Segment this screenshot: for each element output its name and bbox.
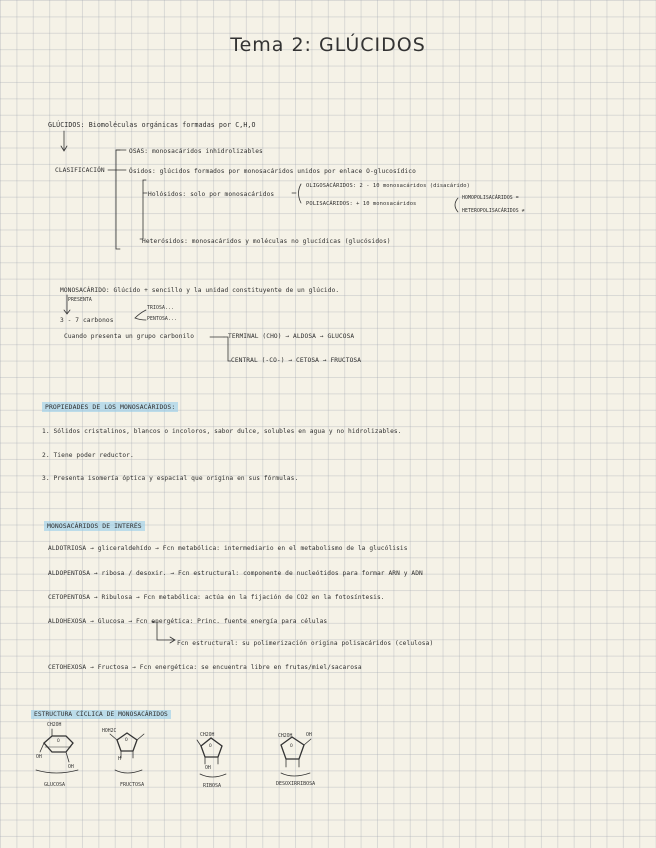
desoxirribosa-oh-label: OH xyxy=(306,733,312,738)
osas-text: OSAS: monosacáridos inhidrolizables xyxy=(129,148,263,155)
glucosa-oh-label-2: OH xyxy=(68,765,74,770)
homopolisacaridos-text: HOMOPOLISACÁRIDOS = xyxy=(462,196,519,201)
propiedad-3: 3. Presenta isomería óptica y espacial que origina en sus fórmulas. xyxy=(42,475,299,482)
glucosa-oh-label: OH xyxy=(36,755,42,760)
molecule-label-ribosa: RIBOSA xyxy=(203,783,222,789)
interes-row-cetohexosa: CETOHEXOSA → Fructosa → Fcn energética: se encuentra libre en frutas/miel/sacarosa xyxy=(48,664,362,671)
monosacarido-definition: MONOSACÁRIDO: Glúcido + sencillo y la unidad constituyente de un glúcido. xyxy=(60,287,340,294)
molecule-label-fructosa: FRUCTOSA xyxy=(120,782,145,788)
carbonos-text: 3 - 7 carbonos xyxy=(60,317,114,324)
ribosa-ch2oh-label: CH2OH xyxy=(200,733,215,738)
ribosa-ring-oxygen: O xyxy=(209,744,212,749)
presenta-label: PRESENTA xyxy=(68,298,92,303)
ribosa-oh-label: OH xyxy=(205,766,211,771)
desoxirribosa-ring-oxygen: O xyxy=(290,744,293,749)
central-text: CENTRAL (-CO-) → CETOSA → FRUCTOSA xyxy=(231,357,362,364)
propiedades-heading: PROPIEDADES DE LOS MONOSACÁRIDOS: xyxy=(42,402,178,412)
fructosa-h-label: H xyxy=(118,757,121,762)
holosidos-text: Holósidos: solo por monosacáridos xyxy=(148,191,275,198)
heteropolisacaridos-text: HETEROPOLISACÁRIDOS ≠ xyxy=(462,209,525,214)
propiedad-1: 1. Sólidos cristalinos, blancos o incoloros, sabor dulce, solubles en agua y no hidrolizables. xyxy=(42,428,402,435)
triosa-text: TRIOSA... xyxy=(147,306,174,311)
interes-row-cetopentosa: CETOPENTOSA → Ribulosa → Fcn metabólica: actúa en la fijación de CO2 en la fotosíntesis. xyxy=(48,594,385,601)
oligosacaridos-text: OLIGOSACÁRIDOS: 2 - 10 monosacáridos (disacárido) xyxy=(306,183,470,189)
polisacaridos-text: POLISACÁRIDOS: + 10 monosacáridos xyxy=(306,201,417,207)
page-title: Tema 2: GLÚCIDOS xyxy=(230,34,426,56)
interes-row-aldohexosa-estructural: Fcn estructural: su polimerización origina polisacáridos (celulosa) xyxy=(177,640,434,647)
desoxirribosa-ch2oh-label: CH2OH xyxy=(278,734,293,739)
pentosa-text: PENTOSA... xyxy=(147,317,177,322)
glucosa-ch2oh-label: CH2OH xyxy=(47,723,62,728)
clasificacion-label: CLASIFICACIÓN xyxy=(55,167,105,174)
interes-row-aldotriosa: ALDOTRIOSA → gliceraldehído → Fcn metabólica: intermediario en el metabolismo de la glucólisis xyxy=(48,545,408,552)
interes-row-aldohexosa: ALDOHEXOSA → Glucosa → Fcn energética: Princ. fuente energía para células xyxy=(48,618,328,625)
interes-heading: MONOSACÁRIDOS DE INTERÉS xyxy=(44,521,145,531)
molecule-label-glucosa: GLUCOSA xyxy=(44,782,66,788)
glucidos-definition: GLÚCIDOS: Biomoléculas orgánicas formadas por C,H,O xyxy=(48,121,256,129)
estructura-heading: ESTRUCTURA CÍCLICA DE MONOSACÁRIDOS xyxy=(31,710,171,719)
interes-row-aldopentosa: ALDOPENTOSA → ribosa / desoxir. → Fcn estructural: componente de nucleótidos para formar ARN y ADN xyxy=(48,570,423,577)
terminal-text: TERMINAL (CHO) → ALDOSA → GLUCOSA xyxy=(228,333,355,340)
molecule-label-desoxirribosa: DESOXIRRIBOSA xyxy=(276,781,316,787)
propiedad-2: 2. Tiene poder reductor. xyxy=(42,452,134,459)
glucosa-ring-oxygen: O xyxy=(57,739,60,744)
fructosa-ring-oxygen: O xyxy=(125,738,128,743)
osidos-text: Ósidos: glúcidos formados por monosacáridos unidos por enlace O-glucosídico xyxy=(129,168,416,175)
fructosa-hoh2c-label: HOH2C xyxy=(102,729,117,734)
heterosidos-text: Heterósidos: monosacáridos y moléculas no glucídicas (glucósidos) xyxy=(142,238,391,245)
grupo-carbonilo-text: Cuando presenta un grupo carbonilo xyxy=(64,333,195,340)
